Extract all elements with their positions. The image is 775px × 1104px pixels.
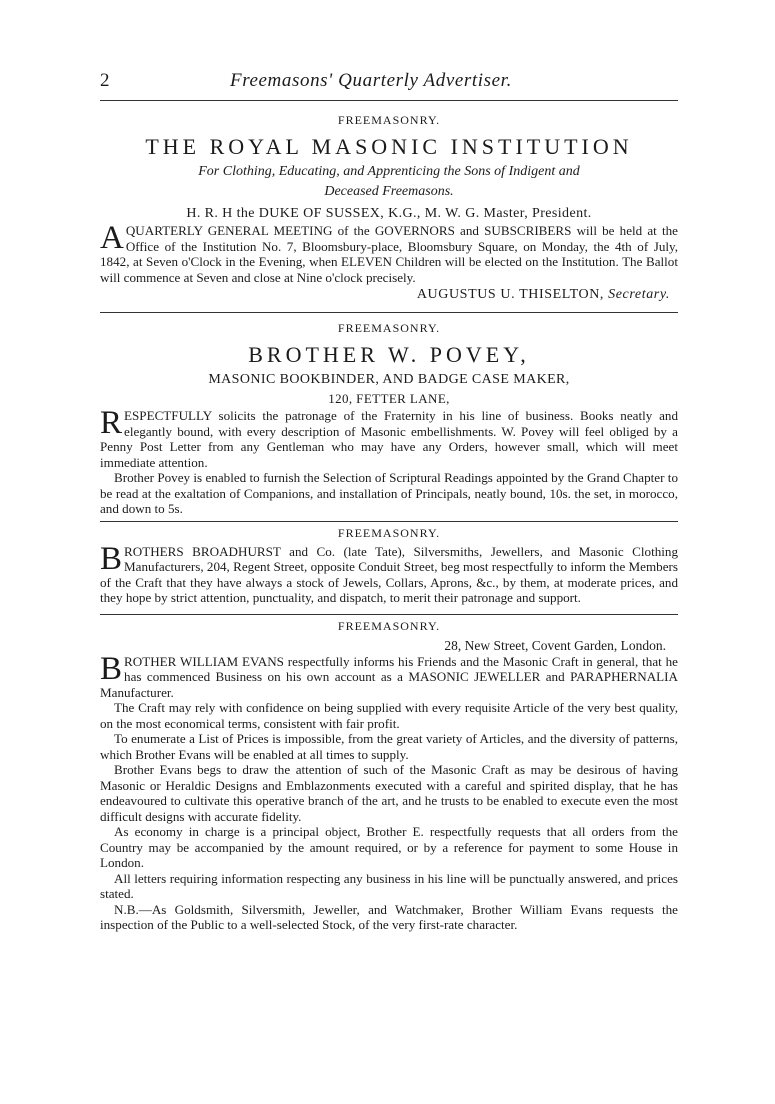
advert-subtitle: MASONIC BOOKBINDER, AND BADGE CASE MAKER, — [208, 372, 570, 387]
drop-cap: R — [100, 405, 123, 441]
paragraph: All letters requiring information respecting any business in his line will be punctually answered, and prices stated. — [100, 870, 678, 901]
paragraph: ROTHER WILLIAM EVANS respectfully informs his Friends and the Masonic Craft in general, that he has commenced Business on his own account as a MASONIC JEWELLER and PARAPHERNALIA Manufacturer. — [100, 653, 678, 700]
advert-brother-william-evans — [100, 619, 678, 933]
drop-cap: B — [100, 540, 123, 577]
advert-subtitle: For Clothing, Educating, and Apprenticing the Sons of Indigent and — [198, 164, 580, 179]
advert-body — [100, 540, 678, 606]
paragraph: As economy in charge is a principal object, Brother E. respectfully requests that all orders from the Country may be accompanied by the amount required, or by a reference for payment to some House in London. — [100, 824, 678, 870]
divider-rule — [100, 521, 678, 522]
drop-cap: B — [100, 650, 123, 687]
advert-title: BROTHER W. POVEY, — [248, 342, 530, 367]
section-label: FREEMASONRY. — [337, 321, 441, 335]
advert-title: THE ROYAL MASONIC INSTITUTION — [145, 134, 633, 159]
advert-brothers-broadhurst — [100, 526, 678, 606]
president-line: H. R. H the DUKE OF SUSSEX, K.G., M. W. G. Master, President. — [186, 206, 592, 221]
advert-body — [100, 405, 678, 517]
advert-royal-masonic-institution — [100, 113, 678, 304]
divider-rule — [100, 312, 678, 313]
paragraph: ESPECTFULLY solicits the patronage of the Fraternity in his line of business. Books neatly and elegantly bound, with every description of Masonic embellishments. W. Povey will feel obliged by a Penny Post Letter from any Gentleman who may have any Orders, however small, which will meet immediate attention. — [100, 408, 678, 470]
page — [100, 70, 678, 933]
advert-subtitle-continued: Deceased Freemasons. — [324, 184, 454, 199]
paragraph: N.B.—As Goldsmith, Silversmith, Jeweller, and Watchmaker, Brother William Evans requests the inspection of the Public to a well-selected Stock, of the very first-rate character. — [100, 901, 678, 932]
advert-address: 28, New Street, Covent Garden, London. — [444, 637, 666, 653]
section-label: FREEMASONRY. — [337, 113, 441, 127]
drop-cap: A — [100, 220, 124, 256]
paragraph: Brother Evans begs to draw the attention of such of the Masonic Craft as may be desirous of having Masonic or Heraldic Designs and Emblazonments executed with a careful and spirited display, that he has endeavoured to cultivate this operative branch of the art, and he trusts to be enabled to execute even the most difficult designs with accurate fidelity. — [100, 762, 678, 824]
paragraph: To enumerate a List of Prices is impossible, from the great variety of Articles, and the diversity of patterns, which Brother Evans will be enabled at all times to supply. — [100, 731, 678, 762]
section-label: FREEMASONRY. — [337, 525, 441, 540]
meeting-notice-text: QUARTERLY GENERAL MEETING of the GOVERNORS and SUBSCRIBERS will be held at the Office of the Institution No. 7, Bloomsbury-place, Bloomsbury Square, on Monday, the 4th of July, 1842, at Seven o'Clock in the Evening, when ELEVEN Children will be elected on the Institution. The Ballot will commence at Seven and close at Nine o'clock precisely. — [100, 223, 678, 285]
running-title: Freemasons' Quarterly Advertiser. — [230, 70, 512, 91]
advert-address: 120, FETTER LANE, — [328, 391, 450, 406]
advert-body — [100, 650, 678, 933]
paragraph: Brother Povey is enabled to furnish the Selection of Scriptural Readings appointed by the Grand Chapter to be read at the exaltation of Companions, and installation of Principals, neatly bound, 10s. the set, in morocco, and down to 5s. — [100, 470, 678, 516]
divider-rule — [100, 614, 678, 615]
signature-role: Secretary. — [608, 287, 670, 302]
page-header — [100, 70, 678, 101]
paragraph: The Craft may rely with confidence on being supplied with every requisite Article of the very best quality, on the most economical terms, consistent with fair profit. — [100, 700, 678, 731]
signature-name: AUGUSTUS U. THISELTON, — [416, 287, 605, 302]
section-label: FREEMASONRY. — [337, 618, 441, 633]
advert-body — [100, 220, 678, 285]
paragraph: ROTHERS BROADHURST and Co. (late Tate), Silversmiths, Jewellers, and Masonic Clothing Manufacturers, 204, Regent Street, opposite Conduit Street, beg most respectfully to inform the Members of the Craft that they have always a stock of Jewels, Collars, Aprons, &c., by them, at moderate prices, and they hope by strict attention, punctuality, and dispatch, to merit their patronage and support. — [100, 543, 678, 605]
page-number: 2 — [100, 70, 110, 91]
signature — [100, 285, 678, 304]
advert-brother-povey — [100, 321, 678, 517]
